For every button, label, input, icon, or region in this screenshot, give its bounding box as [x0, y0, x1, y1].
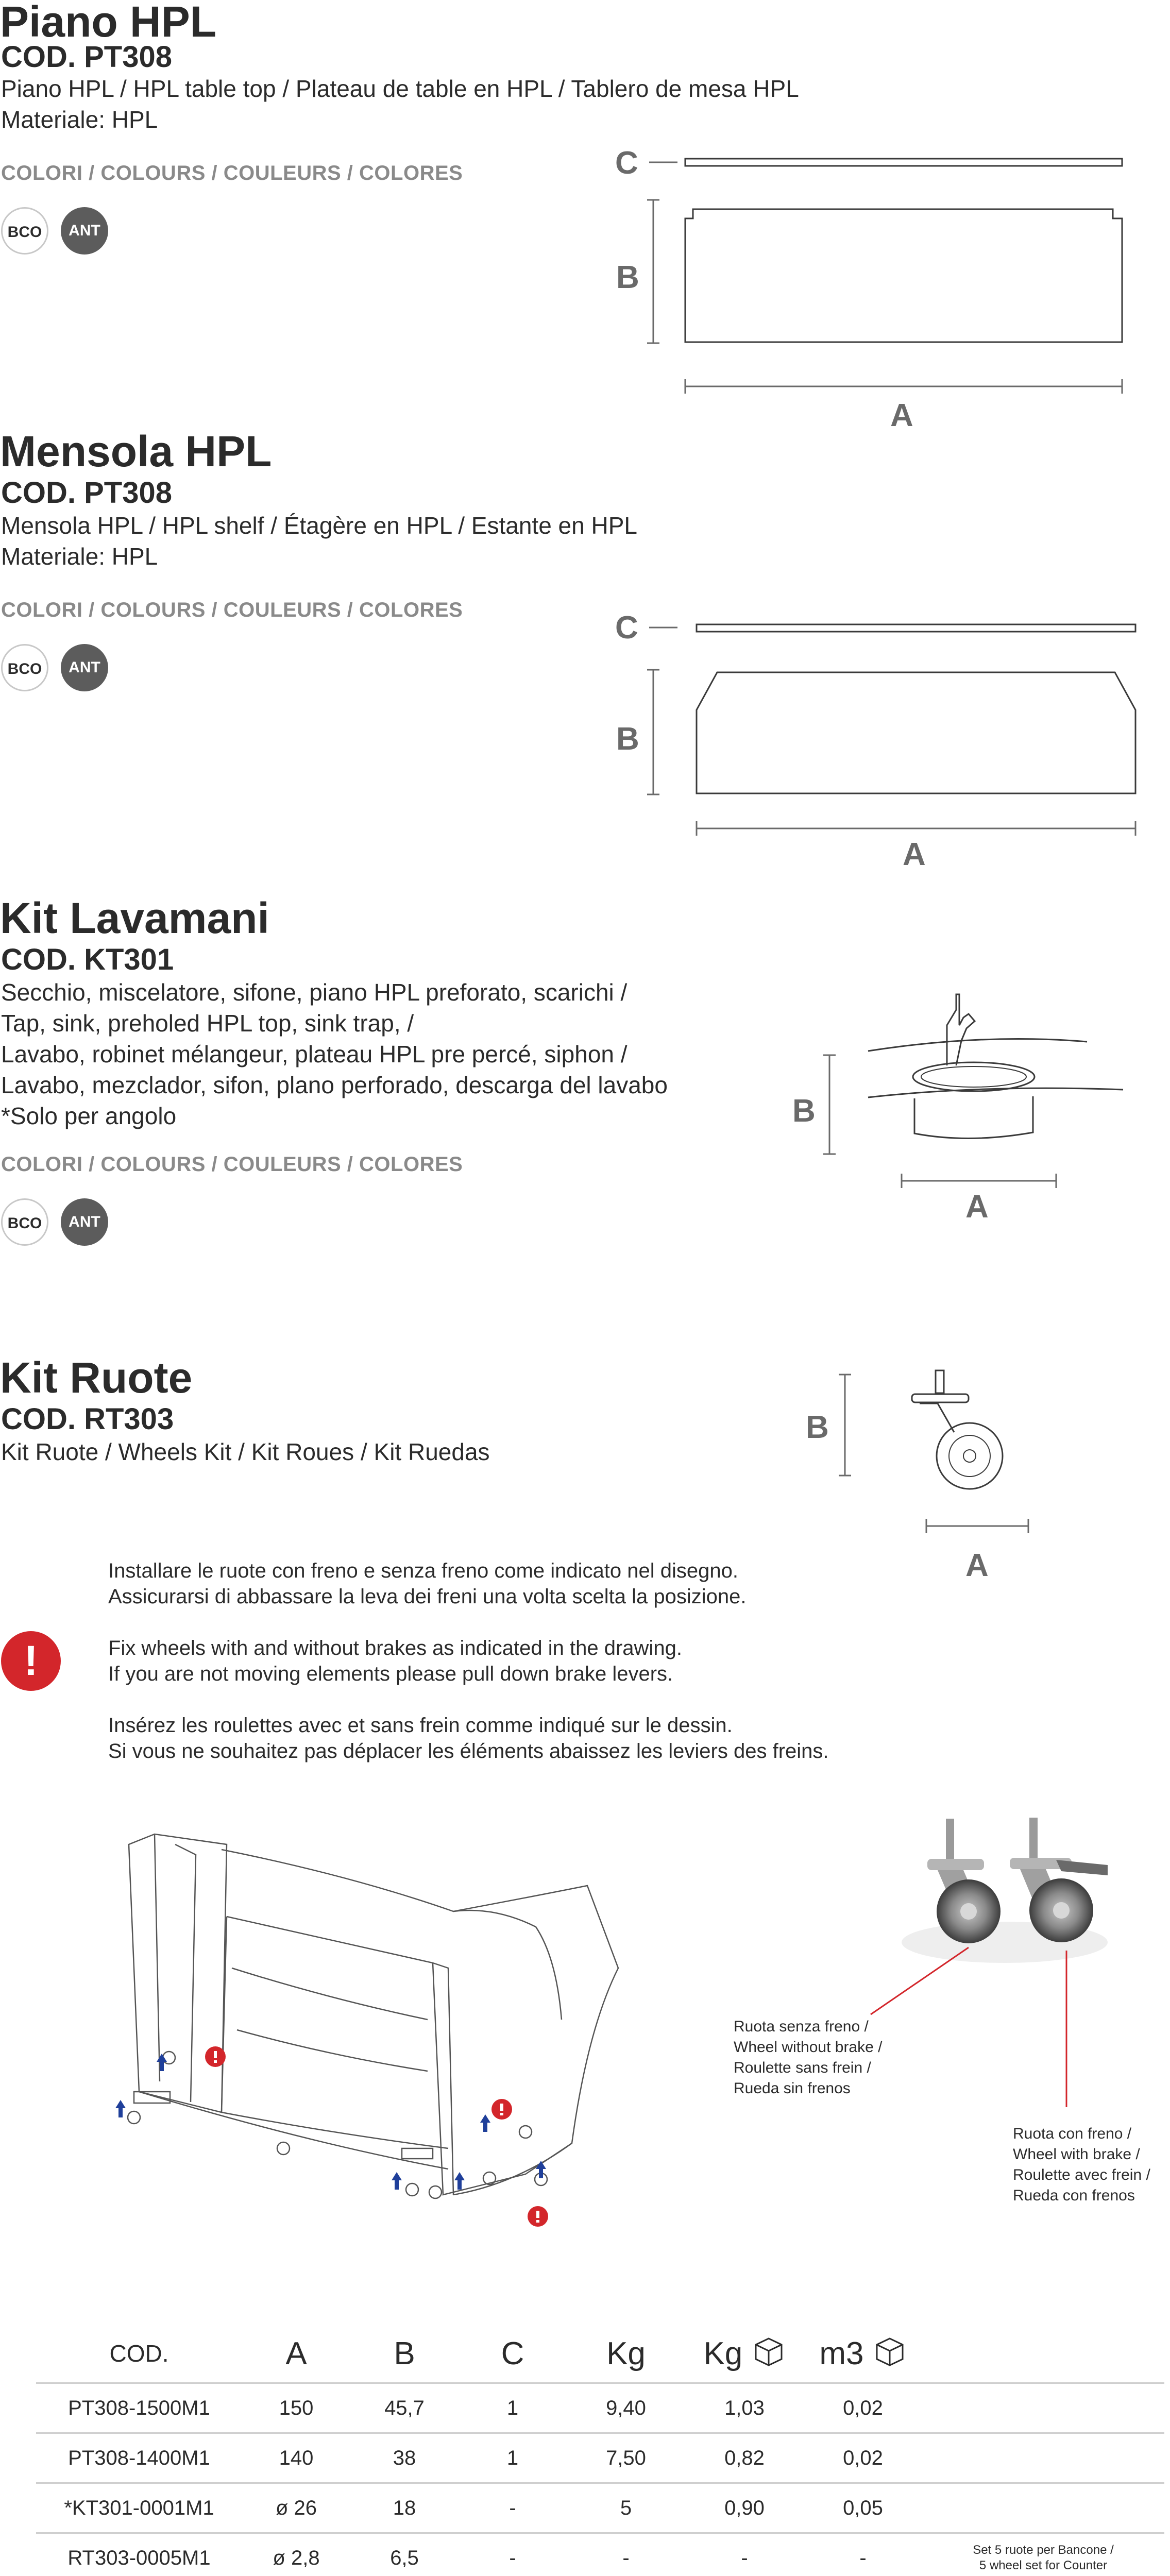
col-kg-packed	[685, 2325, 804, 2383]
piano-dim-c: C	[615, 147, 638, 179]
cell-cod: *KT301-0001M1	[36, 2483, 242, 2533]
col-b: B	[350, 2325, 459, 2383]
wheel-drawing	[835, 1360, 1051, 1535]
cell-m3: 0,02	[804, 2383, 922, 2433]
col-m3	[804, 2325, 922, 2383]
col-cod: COD.	[36, 2325, 242, 2383]
swatch-bco: BCO	[1, 207, 48, 255]
piano-colors-label: COLORI / COLOURS / COULEURS / COLORES	[1, 162, 463, 185]
swatch-ant: ANT	[61, 207, 108, 255]
note-line: 5 wheel set for Counter	[923, 2558, 1164, 2573]
instruction-en-1: Fix wheels with and without brakes as indicated in the drawing.	[108, 1635, 682, 1661]
cell-c: -	[459, 2483, 567, 2533]
cell-kg: 7,50	[567, 2433, 685, 2483]
mensola-title: Mensola HPL	[0, 430, 272, 473]
swatch-ant: ANT	[61, 1198, 108, 1246]
swatch-bco: BCO	[1, 644, 48, 691]
ruote-dim-a: A	[965, 1550, 989, 1582]
mensola-drawing	[608, 587, 1154, 876]
col-kg-packed-label: Kg	[703, 2336, 742, 2371]
col-kg: Kg	[567, 2325, 685, 2383]
piano-title: Piano HPL	[0, 0, 216, 43]
callout-line: Rueda con frenos	[1013, 2185, 1150, 2206]
callout-line: Ruota senza freno /	[734, 2016, 882, 2037]
table-header-row	[36, 2325, 1164, 2383]
piano-code: COD. PT308	[1, 42, 172, 72]
lavamani-colors-label: COLORI / COLOURS / COULEURS / COLORES	[1, 1153, 463, 1176]
ruote-title: Kit Ruote	[0, 1356, 192, 1399]
ruote-description: Kit Ruote / Wheels Kit / Kit Roues / Kit Ruedas	[1, 1436, 490, 1467]
callout-line: Rueda sin frenos	[734, 2078, 882, 2099]
lavamani-dim-b: B	[792, 1095, 816, 1127]
cell-m3: 0,02	[804, 2433, 922, 2483]
ruote-dim-b: B	[806, 1412, 829, 1444]
cell-b: 45,7	[350, 2383, 459, 2433]
piano-material: Materiale: HPL	[1, 104, 158, 135]
col-m3-label: m3	[819, 2336, 863, 2371]
cell-kg: 9,40	[567, 2383, 685, 2433]
cell-c: -	[459, 2533, 567, 2576]
cell-kg: 5	[567, 2483, 685, 2533]
ruote-code: COD. RT303	[1, 1404, 174, 1434]
callout-lines	[871, 1947, 1077, 2117]
cell-cod: RT303-0005M1	[36, 2533, 242, 2576]
cell-note	[922, 2483, 1164, 2533]
callout-line: Ruota con freno /	[1013, 2124, 1150, 2144]
cell-kg-packed: 0,90	[685, 2483, 804, 2533]
callout-no-brake	[734, 2016, 882, 2099]
counter-assembly-drawing	[93, 1814, 665, 2236]
cell-m3: 0,05	[804, 2483, 922, 2533]
table-row	[36, 2533, 1164, 2576]
callout-line: Roulette avec frein /	[1013, 2165, 1150, 2185]
col-c: C	[459, 2325, 567, 2383]
cell-m3: -	[804, 2533, 922, 2576]
warning-icon: !	[1, 1631, 61, 1691]
cell-b: 6,5	[350, 2533, 459, 2576]
cell-kg: -	[567, 2533, 685, 2576]
table-row	[36, 2483, 1164, 2533]
mensola-dim-a: A	[903, 839, 926, 871]
mensola-material: Materiale: HPL	[1, 541, 158, 572]
cell-a: 150	[242, 2383, 350, 2433]
cell-kg-packed: 0,82	[685, 2433, 804, 2483]
callout-line: Wheel with brake /	[1013, 2144, 1150, 2165]
lavamani-note: *Solo per angolo	[1, 1100, 176, 1131]
lavamani-line: Lavabo, robinet mélangeur, plateau HPL pre percé, siphon /	[1, 1039, 628, 1070]
mensola-dim-b: B	[616, 723, 639, 755]
instruction-fr-1: Insérez les roulettes avec et sans frein comme indiqué sur le dessin.	[108, 1713, 733, 1738]
cell-note	[922, 2533, 1164, 2576]
table-row	[36, 2433, 1164, 2483]
cell-cod: PT308-1400M1	[36, 2433, 242, 2483]
instruction-fr-2: Si vous ne souhaitez pas déplacer les éléments abaissez les leviers des freins.	[108, 1738, 829, 1764]
cell-kg-packed: -	[685, 2533, 804, 2576]
mensola-description: Mensola HPL / HPL shelf / Étagère en HPL / Estante en HPL	[1, 510, 637, 541]
lavamani-line: Lavabo, mezclador, sifon, plano perforado, descarga del lavabo	[1, 1070, 668, 1100]
cell-c: 1	[459, 2433, 567, 2483]
box-icon	[873, 2335, 907, 2369]
cell-note	[922, 2433, 1164, 2483]
sink-drawing	[814, 979, 1144, 1195]
cell-a: 140	[242, 2433, 350, 2483]
cell-c: 1	[459, 2383, 567, 2433]
lavamani-code: COD. KT301	[1, 945, 174, 975]
lavamani-line: Secchio, miscelatore, sifone, piano HPL preforato, scarichi /	[1, 977, 627, 1008]
mensola-code: COD. PT308	[1, 478, 172, 508]
lavamani-line: Tap, sink, preholed HPL top, sink trap, /	[1, 1008, 414, 1039]
cell-a: ø 2,8	[242, 2533, 350, 2576]
swatch-bco: BCO	[1, 1198, 48, 1246]
piano-drawing	[608, 139, 1154, 438]
piano-dim-b: B	[616, 262, 639, 294]
note-line: Set 5 ruote per Bancone /	[923, 2543, 1164, 2558]
piano-dim-a: A	[890, 400, 913, 432]
callout-line: Roulette sans frein /	[734, 2058, 882, 2078]
cell-b: 38	[350, 2433, 459, 2483]
callout-brake	[1013, 2124, 1150, 2206]
col-a: A	[242, 2325, 350, 2383]
box-icon	[752, 2335, 786, 2369]
cell-cod: PT308-1500M1	[36, 2383, 242, 2433]
col-note	[922, 2325, 1164, 2383]
lavamani-dim-a: A	[965, 1191, 989, 1223]
mensola-dim-c: C	[615, 612, 638, 644]
spec-table	[36, 2325, 1164, 2576]
cell-b: 18	[350, 2483, 459, 2533]
lavamani-title: Kit Lavamani	[0, 896, 269, 940]
piano-description: Piano HPL / HPL table top / Plateau de table en HPL / Tablero de mesa HPL	[1, 73, 799, 104]
cell-note	[922, 2383, 1164, 2433]
swatch-ant: ANT	[61, 644, 108, 691]
instruction-it-2: Assicurarsi di abbassare la leva dei freni una volta scelta la posizione.	[108, 1584, 746, 1609]
cell-a: ø 26	[242, 2483, 350, 2533]
instruction-it-1: Installare le ruote con freno e senza freno come indicato nel disegno.	[108, 1558, 738, 1584]
cell-kg-packed: 1,03	[685, 2383, 804, 2433]
mensola-colors-label: COLORI / COLOURS / COULEURS / COLORES	[1, 599, 463, 622]
table-row	[36, 2383, 1164, 2433]
instruction-en-2: If you are not moving elements please pull down brake levers.	[108, 1661, 673, 1687]
callout-line: Wheel without brake /	[734, 2037, 882, 2058]
